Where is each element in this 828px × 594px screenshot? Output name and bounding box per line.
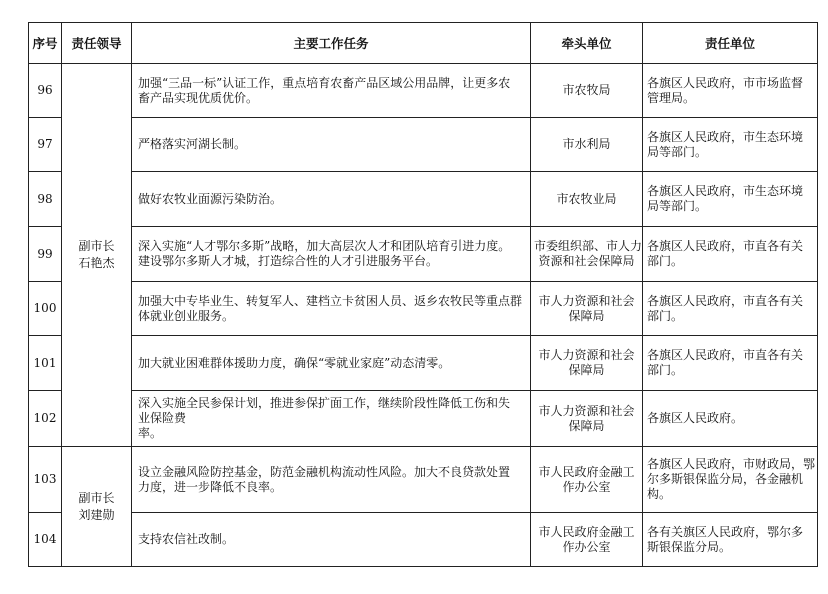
task-line: 做好农牧业面源污染防治。 <box>138 191 283 206</box>
responsible-unit-line: 各旗区人民政府。 <box>647 411 744 425</box>
header-row <box>29 23 818 64</box>
responsible-unit-cell <box>643 64 818 118</box>
task-line: 体就业创业服务。 <box>138 308 235 323</box>
lead-unit-line: 市农牧业局 <box>556 191 617 206</box>
table-row <box>29 336 818 391</box>
table-row <box>29 118 818 172</box>
lead-unit-line: 市水利局 <box>562 137 611 151</box>
responsible-unit-line: 各旗区人民政府，市直各有关 <box>647 239 804 253</box>
table-row <box>29 227 818 282</box>
lead-unit-line: 市人力资源和社会 <box>538 348 635 362</box>
lead-unit-cell <box>531 391 643 447</box>
row-number: 102 <box>29 391 62 447</box>
responsible-unit-line: 部门。 <box>647 254 684 268</box>
responsible-unit-line: 各旗区人民政府，市直各有关 <box>647 348 804 362</box>
responsible-unit-line: 局等部门。 <box>647 144 708 159</box>
table-row <box>29 447 818 513</box>
task-cell <box>132 227 531 282</box>
leader-title: 副市长 <box>78 490 115 505</box>
responsible-unit-line: 局等部门。 <box>647 199 708 213</box>
lead-unit-line: 资源和社会保障局 <box>538 254 635 268</box>
lead-unit-cell <box>531 447 643 513</box>
leader-cell-shi <box>62 64 132 447</box>
task-cell <box>132 391 531 447</box>
lead-unit-cell <box>531 513 643 567</box>
row-number: 101 <box>29 336 62 391</box>
table-row <box>29 172 818 227</box>
table-row <box>29 513 818 567</box>
responsible-unit-line: 各旗区人民政府，市直各有关 <box>647 293 804 308</box>
row-number: 104 <box>29 513 62 567</box>
lead-unit-line: 作办公室 <box>562 539 611 554</box>
row-number: 103 <box>29 447 62 513</box>
leader-name: 石艳杰 <box>78 256 115 270</box>
lead-unit-line: 市农牧局 <box>562 83 611 97</box>
task-line: 畜产品实现优质优价。 <box>138 90 259 105</box>
responsible-unit-line: 各旗区人民政府，市财政局，鄂 <box>647 457 816 471</box>
responsible-unit-cell <box>643 282 818 336</box>
responsible-unit-line: 构。 <box>647 487 672 501</box>
row-number: 98 <box>29 172 62 227</box>
task-table-container <box>28 22 817 569</box>
task-line: 加大就业困难群体援助力度，确保“零就业家庭”动态清零。 <box>138 355 451 370</box>
responsible-unit-line: 各旗区人民政府，市生态环境 <box>647 129 804 144</box>
lead-unit-line: 保障局 <box>568 418 605 433</box>
lead-unit-line: 市委组织部、市人力 <box>534 239 643 253</box>
responsible-unit-line: 斯银保监分局。 <box>647 539 732 554</box>
responsible-unit-cell <box>643 336 818 391</box>
lead-unit-line: 市人民政府金融工 <box>538 464 635 479</box>
task-line: 严格落实河湖长制。 <box>138 137 247 151</box>
lead-unit-line: 保障局 <box>568 363 605 377</box>
table-row <box>29 391 818 447</box>
responsible-unit-cell <box>643 447 818 513</box>
row-number: 97 <box>29 118 62 172</box>
task-cell <box>132 64 531 118</box>
header-responsible-unit: 责任单位 <box>643 23 818 64</box>
table-row <box>29 282 818 336</box>
responsible-unit-line: 管理局。 <box>647 90 696 105</box>
lead-unit-line: 保障局 <box>568 308 605 323</box>
task-cell <box>132 447 531 513</box>
task-line: 力度，进一步降低不良率。 <box>138 479 283 494</box>
task-line: 业保险费 <box>138 411 187 425</box>
responsible-unit-line: 各旗区人民政府，市生态环境 <box>647 184 804 198</box>
task-line: 率。 <box>138 426 163 440</box>
lead-unit-cell <box>531 336 643 391</box>
task-cell <box>132 513 531 567</box>
lead-unit-line: 市人力资源和社会 <box>538 403 635 418</box>
task-line: 加强大中专毕业生、转复军人、建档立卡贫困人员、返乡农牧民等重点群 <box>138 293 523 308</box>
task-cell <box>132 336 531 391</box>
task-cell <box>132 282 531 336</box>
row-number: 100 <box>29 282 62 336</box>
task-line: 支持农信社改制。 <box>138 532 235 546</box>
lead-unit-cell <box>531 172 643 227</box>
responsible-unit-line: 部门。 <box>647 363 684 377</box>
task-table <box>28 22 818 567</box>
lead-unit-line: 市人民政府金融工 <box>538 524 635 539</box>
header-main-task: 主要工作任务 <box>132 23 531 64</box>
lead-unit-cell <box>531 118 643 172</box>
row-number: 99 <box>29 227 62 282</box>
task-cell <box>132 172 531 227</box>
lead-unit-line: 市人力资源和社会 <box>538 293 635 308</box>
lead-unit-cell <box>531 227 643 282</box>
task-cell <box>132 118 531 172</box>
lead-unit-cell <box>531 64 643 118</box>
task-line: 深入实施全民参保计划，推进参保扩面工作，继续阶段性降低工伤和失 <box>138 396 511 410</box>
responsible-unit-line: 尔多斯银保监分局，各金融机 <box>647 472 804 486</box>
responsible-unit-cell <box>643 227 818 282</box>
responsible-unit-cell <box>643 513 818 567</box>
lead-unit-line: 作办公室 <box>562 479 611 494</box>
responsible-unit-cell <box>643 391 818 447</box>
task-line: 设立金融风险防控基金，防范金融机构流动性风险。加大不良贷款处置 <box>138 464 511 479</box>
task-line: 深入实施“人才鄂尔多斯”战略，加大高层次人才和团队培育引进力度。 <box>138 239 511 253</box>
task-line: 加强“三品一标”认证工作，重点培育农畜产品区域公用品牌，让更多农 <box>138 75 511 90</box>
responsible-unit-line: 各有关旗区人民政府，鄂尔多 <box>647 524 804 539</box>
lead-unit-cell <box>531 282 643 336</box>
responsible-unit-cell <box>643 118 818 172</box>
responsible-unit-line: 各旗区人民政府，市市场监督 <box>647 75 804 90</box>
leader-cell-liu <box>62 447 132 567</box>
header-number: 序号 <box>29 23 62 64</box>
leader-name: 刘建勋 <box>78 507 115 522</box>
leader-title: 副市长 <box>78 239 115 253</box>
table-row <box>29 64 818 118</box>
responsible-unit-cell <box>643 172 818 227</box>
header-leader: 责任领导 <box>62 23 132 64</box>
responsible-unit-line: 部门。 <box>647 308 684 323</box>
task-line: 建设鄂尔多斯人才城，打造综合性的人才引进服务平台。 <box>138 254 439 268</box>
header-lead-unit: 牵头单位 <box>531 23 643 64</box>
row-number: 96 <box>29 64 62 118</box>
